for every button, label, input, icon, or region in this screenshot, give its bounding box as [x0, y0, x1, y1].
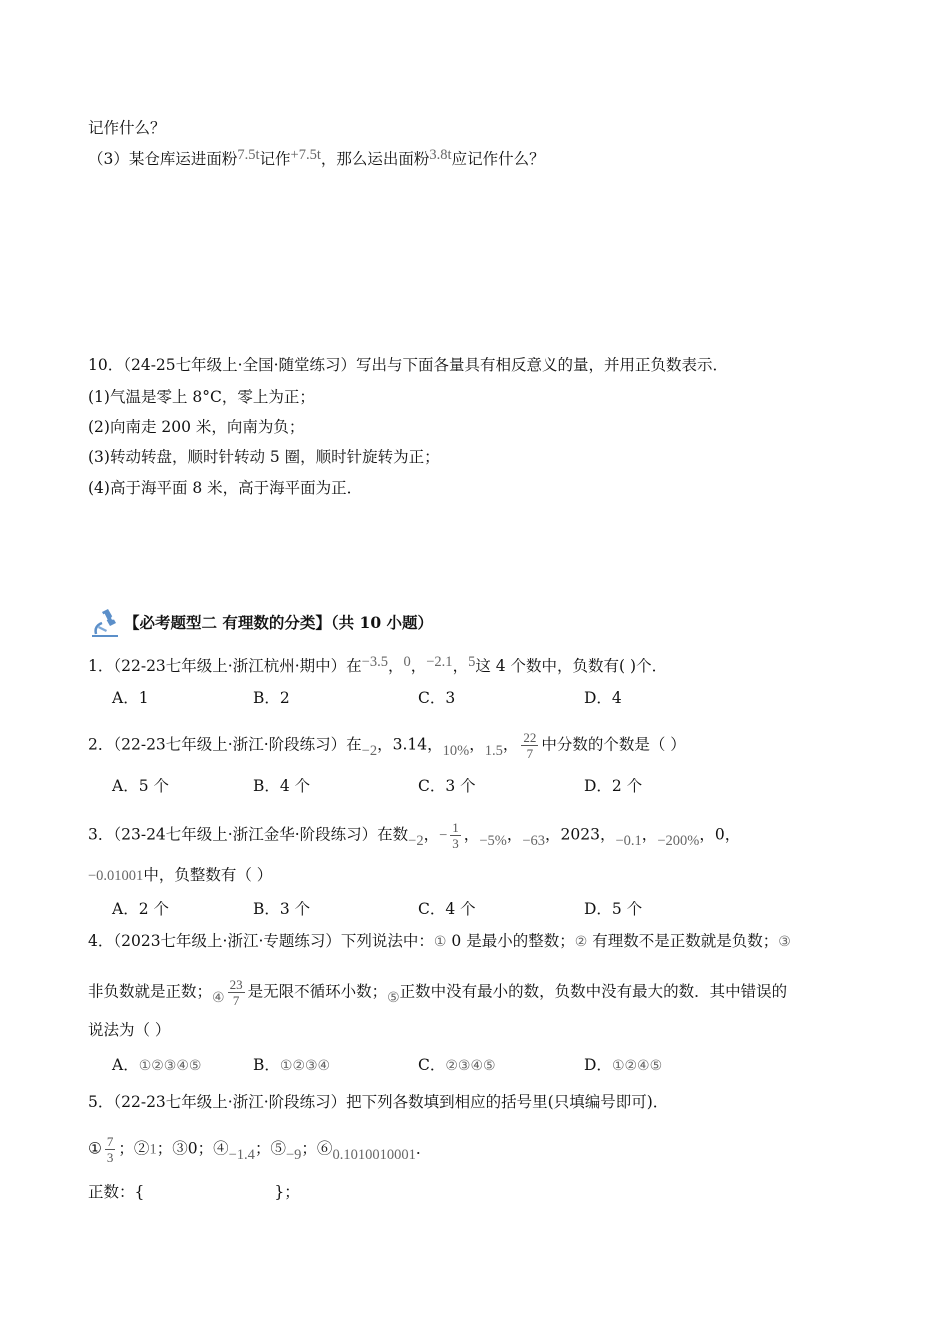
prev-question-tail: 记作什么？ — [88, 119, 166, 137]
positive-label: 正数：{ — [88, 1183, 145, 1201]
q5-sep-3: ； — [197, 1139, 214, 1158]
q5-circle-6: ⑥ — [316, 1139, 333, 1158]
q4-fraction — [228, 977, 245, 1008]
q3-sep-1: ， — [423, 825, 440, 844]
option-a-label: A． — [112, 1056, 139, 1074]
q4-text-4: 是无限不循环小数； — [247, 982, 388, 1001]
q3-frac-den: 3 — [452, 836, 459, 851]
q1-math-2: 0 — [403, 654, 411, 670]
option-d-label: D． — [584, 1056, 612, 1074]
q2-math-3: 1.5 — [484, 742, 503, 759]
q1-sep-2: ， — [410, 657, 427, 675]
option-c-label: C． — [418, 1056, 446, 1074]
q5-math-4: −1.4 — [228, 1146, 255, 1163]
q5-sep-2: ； — [156, 1139, 173, 1158]
option-c[interactable]: C．3 — [418, 689, 456, 707]
question-2-stem — [88, 730, 686, 761]
q5-circle-3: ③ — [172, 1139, 188, 1158]
option-d[interactable] — [584, 1054, 662, 1077]
q2-frac-den: 7 — [526, 746, 534, 761]
q5-circle-2: ② — [133, 1139, 150, 1158]
question-3-stem-cont — [88, 864, 272, 887]
option-a-value: ①②③④⑤ — [138, 1058, 202, 1074]
q3-text-a: 3．（23-24七年级上·浙江金华·阶段练习）在数 — [88, 825, 409, 844]
question-5-positive-numbers — [88, 1181, 300, 1203]
q3-math-4: −0.1 — [615, 832, 642, 849]
q5-circle-1: ① — [88, 1139, 102, 1158]
q2-sep-3: ， — [502, 735, 519, 754]
q4-circle-2: ② — [574, 934, 588, 950]
option-a[interactable]: A．1 — [112, 689, 149, 707]
microscope-icon — [88, 606, 122, 638]
question-10-item-4: (4)高于海平面 8 米，高于海平面为正． — [88, 479, 363, 497]
q9-3-math-3: 3.8t — [429, 147, 452, 163]
option-c[interactable] — [418, 1054, 496, 1077]
q5-circle-4: ④ — [213, 1139, 229, 1158]
question-4-stem-line-2 — [88, 977, 787, 1008]
section-header — [88, 606, 433, 638]
q5-circle-5: ⑤ — [270, 1139, 286, 1158]
question-10-stem: 10．（24-25七年级上·全国·随堂练习）写出与下面各量具有相反意义的量，并用正负数表示． — [88, 356, 729, 374]
q9-3-text-b: 记作 — [259, 150, 291, 168]
q3-sep-4: ，2023， — [545, 825, 616, 844]
option-d-value: ①②④⑤ — [611, 1058, 663, 1074]
option-a[interactable]: A．2 个 — [112, 900, 169, 918]
q2-text-b: 中分数的个数是（ ） — [541, 735, 686, 754]
q1-text-a: 1．（22-23七年级上·浙江杭州·期中）在 — [88, 657, 362, 675]
q2-frac-num: 22 — [523, 730, 537, 745]
option-d[interactable]: D．4 — [584, 689, 622, 707]
option-c-value: ②③④⑤ — [445, 1058, 496, 1074]
q2-sep-2: ， — [469, 735, 485, 754]
option-b[interactable]: B．4 个 — [253, 777, 311, 795]
option-c[interactable]: C．3 个 — [418, 777, 476, 795]
q4-frac-num: 23 — [229, 977, 243, 992]
q5-frac-num: 7 — [106, 1134, 114, 1149]
q9-3-math-1: 7.5t — [237, 147, 260, 163]
question-3-stem: 3．（23-24七年级上·浙江金华·阶段练习）在数−2，− $\frac{1}{3}$ ，−5%，−63，2023，−0.1，−200%，0， — [88, 820, 741, 851]
q2-text-a: 2．（22-23七年级上·浙江·阶段练习）在 — [88, 735, 362, 754]
q4-text-2: 有理数不是正数就是负数； — [587, 932, 779, 950]
q5-math-6: 0.1010010001 — [332, 1146, 416, 1163]
q9-3-math-2: +7.5t — [290, 147, 321, 163]
q5-math-5: −9 — [285, 1146, 302, 1163]
q3-fraction — [450, 820, 461, 851]
q1-math-3: −2.1 — [426, 654, 453, 670]
q4-circle-3: ③ — [778, 934, 791, 950]
q5-frac-den: 3 — [106, 1150, 114, 1165]
question-10-item-3: (3)转动转盘，顺时针转动 5 圈，顺时针旋转为正； — [88, 448, 440, 466]
q1-text-b: 这 4 个数中，负数有( )个． — [475, 657, 668, 675]
q4-frac-den: 7 — [232, 993, 240, 1008]
q3-sep-3: ， — [506, 825, 523, 844]
question-5-numbers — [88, 1134, 431, 1165]
q3-math-6: −0.01001 — [88, 868, 144, 884]
option-b-value: ①②③④ — [279, 1058, 331, 1074]
q2-math-1: −2 — [361, 742, 378, 759]
option-d[interactable]: D．5 个 — [584, 900, 643, 918]
q9-3-text-a: （3）某仓库运进面粉 — [88, 150, 238, 168]
question-9-part-3 — [88, 148, 545, 171]
q5-sep-4: ； — [254, 1139, 271, 1158]
q4-circle-4: ④ — [212, 989, 225, 1006]
option-b-label: B． — [253, 1056, 280, 1074]
q3-math-3: −63 — [522, 832, 546, 849]
option-b[interactable]: B．2 — [253, 689, 290, 707]
q3-sep-2: ， — [463, 825, 480, 844]
q5-sep-5: ； — [301, 1139, 317, 1158]
q1-math-1: −3.5 — [361, 654, 388, 670]
q1-math-4: 5 — [468, 654, 476, 670]
q4-circle-5: ⑤ — [387, 989, 400, 1006]
positive-brace-end: }； — [274, 1183, 300, 1201]
q5-math-3: 0 — [187, 1139, 198, 1158]
option-a[interactable] — [112, 1054, 201, 1077]
q3-math-2: −5% — [479, 832, 507, 849]
q4-text-a: 4．（2023七年级上·浙江·专题练习）下列说法中： — [88, 932, 434, 950]
q9-3-text-c: ，那么运出面粉 — [320, 150, 430, 168]
option-b[interactable] — [253, 1054, 330, 1077]
q5-fraction — [105, 1134, 116, 1165]
question-5-stem: 5．（22-23七年级上·浙江·阶段练习）把下列各数填到相应的括号里(只填编号即可)． — [88, 1093, 669, 1111]
q4-circle-1: ① — [433, 934, 447, 950]
option-a[interactable]: A．5 个 — [112, 777, 169, 795]
q5-math-2: 1 — [149, 1141, 157, 1158]
q5-sep-1: ； — [118, 1139, 134, 1158]
option-c[interactable]: C．4 个 — [418, 900, 476, 918]
q3-math-1: −2 — [408, 832, 424, 849]
q5-sep-6: ． — [415, 1139, 432, 1158]
option-d[interactable]: D．2 个 — [584, 777, 643, 795]
q3-text-b: 中，负整数有（ ） — [143, 866, 273, 884]
q2-math-2: 10% — [442, 742, 470, 759]
question-10-item-2: (2)向南走 200 米，向南为负； — [88, 418, 305, 436]
q2-sep-1: ，3.14， — [377, 735, 443, 754]
q3-sep-6: ，0， — [699, 825, 741, 844]
q2-fraction — [521, 730, 538, 761]
q3-frac-num: 1 — [452, 820, 459, 835]
question-10-item-1: (1)气温是零上 8°C，零上为正； — [88, 388, 315, 406]
question-4-stem — [88, 930, 791, 953]
q3-math-5: −200% — [657, 832, 700, 849]
q4-text-1: 0 是最小的整数； — [446, 932, 575, 950]
q9-3-text-d: 应记作什么？ — [451, 150, 545, 168]
section-title: 【必考题型二 有理数的分类】（共 10 小题） — [124, 613, 434, 632]
question-1-stem — [88, 655, 667, 678]
q3-sep-5: ， — [641, 825, 658, 844]
q1-sep-3: ， — [452, 657, 469, 675]
option-b[interactable]: B．3 个 — [253, 900, 311, 918]
q4-text-3: 非负数就是正数； — [88, 982, 213, 1001]
q4-text-5: 正数中没有最小的数，负数中没有最大的数．其中错误的 — [399, 982, 788, 1001]
q1-sep-1: ， — [387, 657, 404, 675]
question-4-stem-line-3: 说法为（ ） — [88, 1021, 171, 1039]
